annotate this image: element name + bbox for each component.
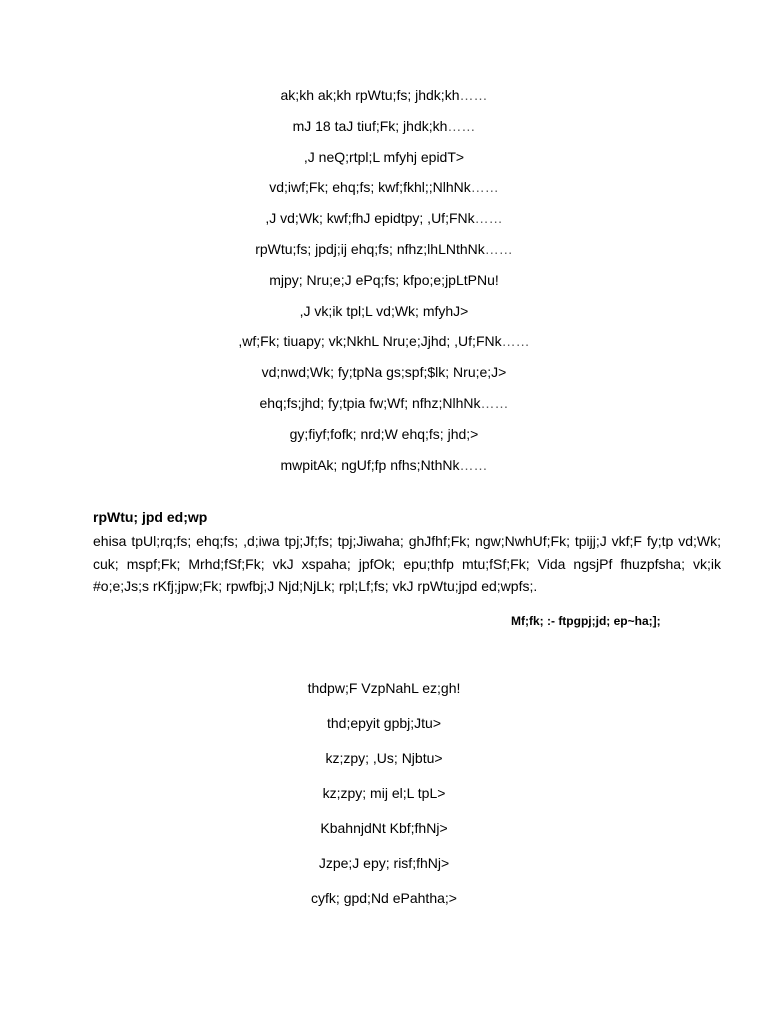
poem-line: gy;fiyf;fofk; nrd;W ehq;fs; jhd;> (289, 425, 479, 442)
poem-line: mJ 18 taJ tiuf;Fk; jhdk;kh…… (292, 117, 476, 134)
poem-line: thdpw;F VzpNahL ez;gh! (307, 680, 461, 696)
poem-line: kz;zpy; ,Us; Njbtu> (325, 750, 443, 766)
poem-line: vd;iwf;Fk; ehq;fs; kwf;fkhl;;NlhNk…… (269, 179, 499, 196)
poem-bottom (0, 679, 768, 924)
poem-line: ehq;fs;jhd; fy;tpia fw;Wf; nfhz;NlhNk…… (259, 394, 509, 411)
poem-line: ,J vk;ik tpl;L vd;Wk; mfyhJ> (299, 302, 469, 319)
poem-line: ,J vd;Wk; kwf;fhJ epidtpy; ,Uf;FNk…… (265, 210, 503, 227)
poem-line: rpWtu;fs; jpdj;ij ehq;fs; nfhz;lhLNthNk…… (255, 240, 513, 257)
poem-line: ak;kh ak;kh rpWtu;fs; jhdk;kh…… (280, 87, 488, 103)
poem-line: ,J neQ;rtpl;L mfyhj epidT> (303, 148, 465, 165)
poem-line: ,wf;Fk; tiuapy; vk;NkhL Nru;e;Jjhd; ,Uf;FNk…… (238, 333, 530, 350)
poem-line: vd;nwd;Wk; fy;tpNa gs;spf;$lk; Nru;e;J> (261, 364, 507, 381)
poem-line: thd;epyit gpbj;Jtu> (326, 715, 442, 731)
body-paragraph: ehisa tpUl;rq;fs; ehq;fs; ,d;iwa tpj;Jf;fs; tpj;Jiwaha; ghJfhf;Fk; ngw;NwhUf;Fk; tpijj;J vkf;F fy;tp vd;Wk; cuk; mspf;Fk; Mrhd;fSf;Fk; vkJ xspaha; jpfOk; epu;thfp mtu;fSf;Fk; Vida ngsjPf fhuzpfsha; vk;ik #o;e;Js;s rKfj;jpw;Fk; rpwfbj;J Njd;NjLk; rpl;Lf;fs; vkJ rpWtu;jpd ed;wpfs;. (93, 533, 721, 594)
poem-line: KbahnjdNt Kbf;fhNj> (320, 820, 448, 836)
poem-line: mjpy; Nru;e;J ePq;fs; kfpo;e;jpLtPNu! (269, 271, 499, 288)
poem-line: kz;zpy; mij el;L tpL> (322, 785, 446, 801)
section-heading: rpWtu; jpd ed;wp (93, 509, 208, 525)
poem-line: mwpitAk; ngUf;fp nfhs;NthNk…… (280, 456, 488, 473)
author-attribution: Mf;fk; :- ftpgpj;jd; ep~ha;]; (511, 614, 661, 628)
poem-line: cyfk; gpd;Nd ePahtha;> (311, 890, 457, 906)
poem-line: Jzpe;J epy; risf;fhNj> (318, 855, 450, 871)
poem-top (0, 86, 768, 486)
